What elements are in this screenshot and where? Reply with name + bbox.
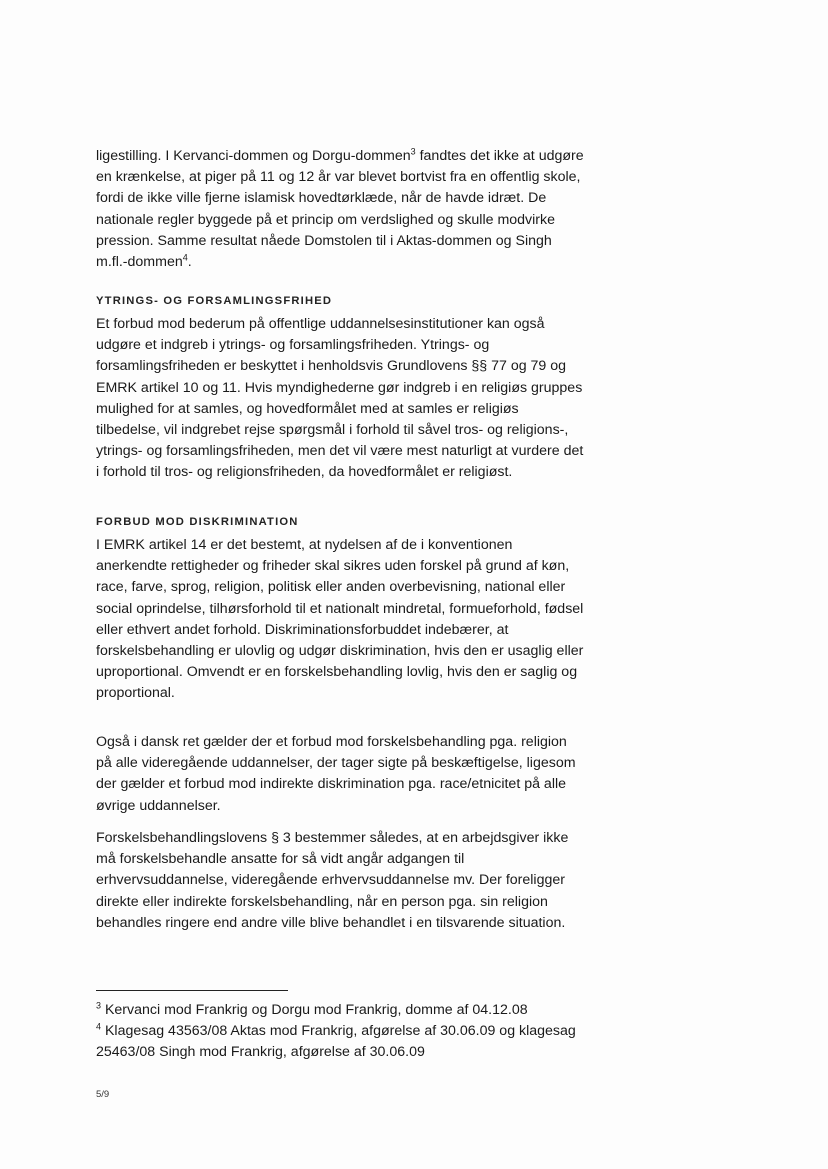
paragraph-text: Et forbud mod bederum på offentlige uddannelsesinstitutioner kan også udgøre et indgreb i ytrings- og forsamlingsfriheden. Ytrings- og forsamlingsfriheden er beskyttet i henholdsvis Grundlovens §§ 77 og 79 og EMRK artikel 10 og 11. Hvis myndighederne gør indgreb i en religiøs gruppes mulighed for at samles, og hovedformålet med at samles er religiøs tilbedelse, vil indgrebet rejse spørgsmål i forhold til såvel tros- og religions-, ytrings- og forsamlingsfriheden, men det vil være mest naturligt at vurdere det i forhold til tros- og religionsfriheden, da hovedformålet er religiøst. bbox=[96, 316, 584, 481]
paragraph-text: Forskelsbehandlingslovens § 3 bestemmer således, at en arbejdsgiver ikke må forskelsbehandle ansatte for så vidt angår adgangen til erhvervsuddannelse, videregående erhvervsuddannelse mv. Der foreligger direkte eller indirekte forskelsbehandling, når en person pga. sin religion behandles ringere end andre ville blive behandlet i en tilsvarende situation. bbox=[96, 830, 569, 931]
footnote-text: Kervanci mod Frankrig og Dorgu mod Frankrig, domme af 04.12.08 bbox=[101, 1002, 528, 1018]
footnotes bbox=[96, 1000, 586, 1064]
footnote-number: 4 bbox=[96, 1021, 102, 1032]
footnote-ref-4[interactable]: 4 bbox=[182, 252, 188, 263]
paragraph-ytringsfrihed bbox=[96, 314, 586, 484]
section-heading-diskrimination: FORBUD MOD DISKRIMINATION bbox=[96, 516, 299, 528]
footnote-number: 3 bbox=[96, 1000, 102, 1011]
section-heading-ytringsfrihed: YTRINGS- OG FORSAMLINGSFRIHED bbox=[96, 295, 333, 307]
paragraph-text: fandtes det ikke at udgøre en krænkelse, at piger på 11 og 12 år var blevet bortvist fra en offentlig skole, fordi de ikke ville fjerne islamisk hovedtørklæde, når de havde idræt. De nationale regler byggede på et princip om verdslighed og skulle modvirke pression. Samme resultat nåede Domstolen til i Aktas-dommen og Singh m.fl.-dommen bbox=[96, 148, 584, 271]
paragraph-emrk-artikel-14 bbox=[96, 535, 586, 705]
paragraph-text: . bbox=[187, 254, 192, 271]
footnote-4 bbox=[96, 1021, 586, 1063]
paragraph-text: Også i dansk ret gælder der et forbud mod forskelsbehandling pga. religion på alle videregående uddannelser, der tager sigte på beskæftigelse, ligesom der gælder et forbud mod indirekte diskrimination pga. race/etnicitet på alle øvrige uddannelser. bbox=[96, 734, 576, 814]
paragraph-dansk-ret bbox=[96, 732, 586, 817]
paragraph-text: ligestilling. I Kervanci-dommen og Dorgu-dommen bbox=[96, 148, 411, 164]
footnote-ref-3[interactable]: 3 bbox=[410, 146, 416, 157]
paragraph-ligestilling bbox=[96, 146, 586, 273]
paragraph-forskelsbehandlingsloven bbox=[96, 828, 586, 934]
footnote-3 bbox=[96, 1000, 586, 1021]
footnote-text: Klagesag 43563/08 Aktas mod Frankrig, afgørelse af 30.06.09 og klagesag 25463/08 Singh mod Frankrig, afgørelse af 30.06.09 bbox=[96, 1023, 576, 1061]
paragraph-text: I EMRK artikel 14 er det bestemt, at nydelsen af de i konventionen anerkendte rettigheder og friheder skal sikres uden forskel på grund af køn, race, farve, sprog, religion, politisk eller anden overbevisning, national eller social oprindelse, tilhørsforhold til et nationalt mindretal, formueforhold, fødsel eller ethvert andet forhold. Diskriminationsforbuddet indebærer, at forskelsbehandling er ulovlig og udgør diskrimination, hvis den er usaglig eller uproportional. Omvendt er en forskelsbehandling lovlig, hvis den er saglig og proportional. bbox=[96, 537, 584, 702]
page-number: 5/9 bbox=[96, 1089, 110, 1100]
footnote-divider bbox=[96, 990, 288, 991]
